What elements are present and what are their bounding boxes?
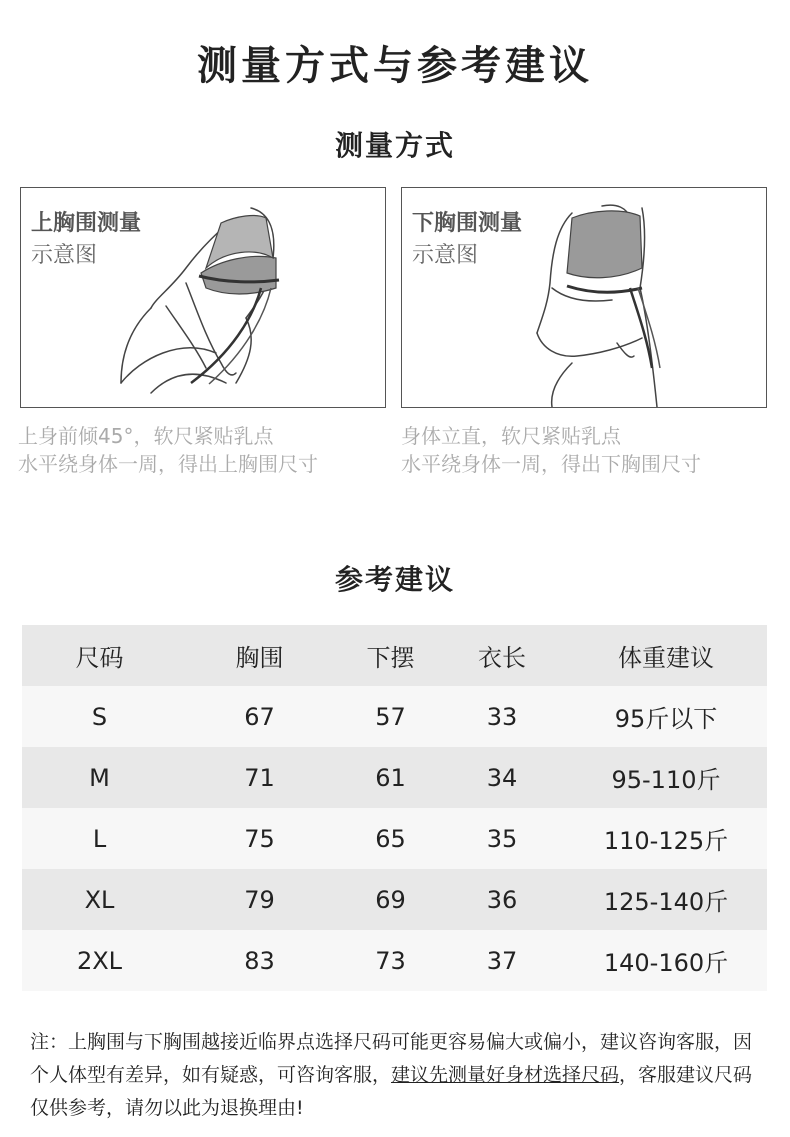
- lower-bust-caption: [401, 422, 701, 478]
- upper-bust-caption-line1: 上身前倾45°，软尺紧贴乳点: [18, 424, 274, 448]
- cell-bust: 71: [244, 763, 275, 792]
- cell-bust: 67: [244, 702, 275, 731]
- upper-bust-label: [31, 208, 141, 272]
- cell-bust: 75: [244, 824, 275, 853]
- upper-bust-diagram: [20, 187, 386, 408]
- upper-bust-caption: [18, 422, 318, 478]
- table-row: [22, 869, 767, 930]
- upper-bust-label-sub: 示意图: [31, 243, 98, 268]
- header-bust: 胸围: [235, 644, 284, 672]
- cell-weight: 95斤以下: [614, 705, 718, 733]
- upper-bust-caption-line2: 水平绕身体一周，得出上胸围尺寸: [18, 452, 318, 476]
- cell-hem: 73: [375, 946, 406, 975]
- cell-size: M: [89, 763, 110, 792]
- lower-bust-label-title: 下胸围测量: [412, 211, 523, 236]
- lower-bust-diagram: [401, 187, 767, 408]
- cell-hem: 65: [375, 824, 406, 853]
- lower-bust-caption-line2: 水平绕身体一周，得出下胸围尺寸: [401, 452, 701, 476]
- upper-bust-label-title: 上胸围测量: [31, 211, 142, 236]
- cell-weight: 110-125斤: [603, 827, 729, 855]
- table-header-row: [22, 625, 767, 686]
- table-row: [22, 686, 767, 747]
- cell-size: XL: [84, 885, 115, 914]
- cell-hem: 57: [375, 702, 406, 731]
- size-chart-table: [22, 625, 767, 991]
- page-title: 测量方式与参考建议: [197, 43, 593, 89]
- table-row: [22, 747, 767, 808]
- cell-length: 37: [486, 946, 518, 975]
- cell-length: 36: [486, 885, 518, 914]
- size-note: [30, 1026, 765, 1125]
- cell-length: 34: [486, 763, 518, 792]
- note-text: 注：上胸围与下胸围越接近临界点选择尺码可能更容易偏大或偏小，建议咨询客服，因个人体型有差异，如有疑惑，可咨询客服，: [30, 1031, 753, 1086]
- header-hem: 下摆: [366, 644, 415, 672]
- cell-size: S: [91, 702, 108, 731]
- lower-bust-caption-line1: 身体立直，软尺紧贴乳点: [401, 424, 621, 448]
- table-row: [22, 808, 767, 869]
- header-size: 尺码: [75, 644, 124, 672]
- cell-length: 33: [486, 702, 518, 731]
- cell-bust: 83: [244, 946, 275, 975]
- header-length: 衣长: [478, 644, 526, 672]
- header-weight: 体重建议: [618, 644, 714, 672]
- cell-size: 2XL: [76, 946, 123, 975]
- cell-weight: 125-140斤: [603, 888, 729, 916]
- cell-hem: 61: [375, 763, 406, 792]
- reference-section-title: 参考建议: [334, 563, 455, 596]
- cell-weight: 140-160斤: [603, 949, 729, 977]
- cell-length: 35: [486, 824, 518, 853]
- cell-weight: 95-110斤: [611, 766, 721, 794]
- measure-section-title: 测量方式: [334, 129, 455, 162]
- cell-hem: 69: [375, 885, 406, 914]
- cell-bust: 79: [244, 885, 275, 914]
- lower-bust-label: [412, 208, 522, 272]
- cell-size: L: [92, 824, 107, 853]
- note-text-end: ，客服建议尺码仅供参考，请勿以此为退换理由!: [30, 1064, 753, 1119]
- lower-bust-label-sub: 示意图: [412, 243, 479, 268]
- note-underlined-text: 建议先测量好身材选择尺码: [391, 1064, 620, 1086]
- table-row: [22, 930, 767, 991]
